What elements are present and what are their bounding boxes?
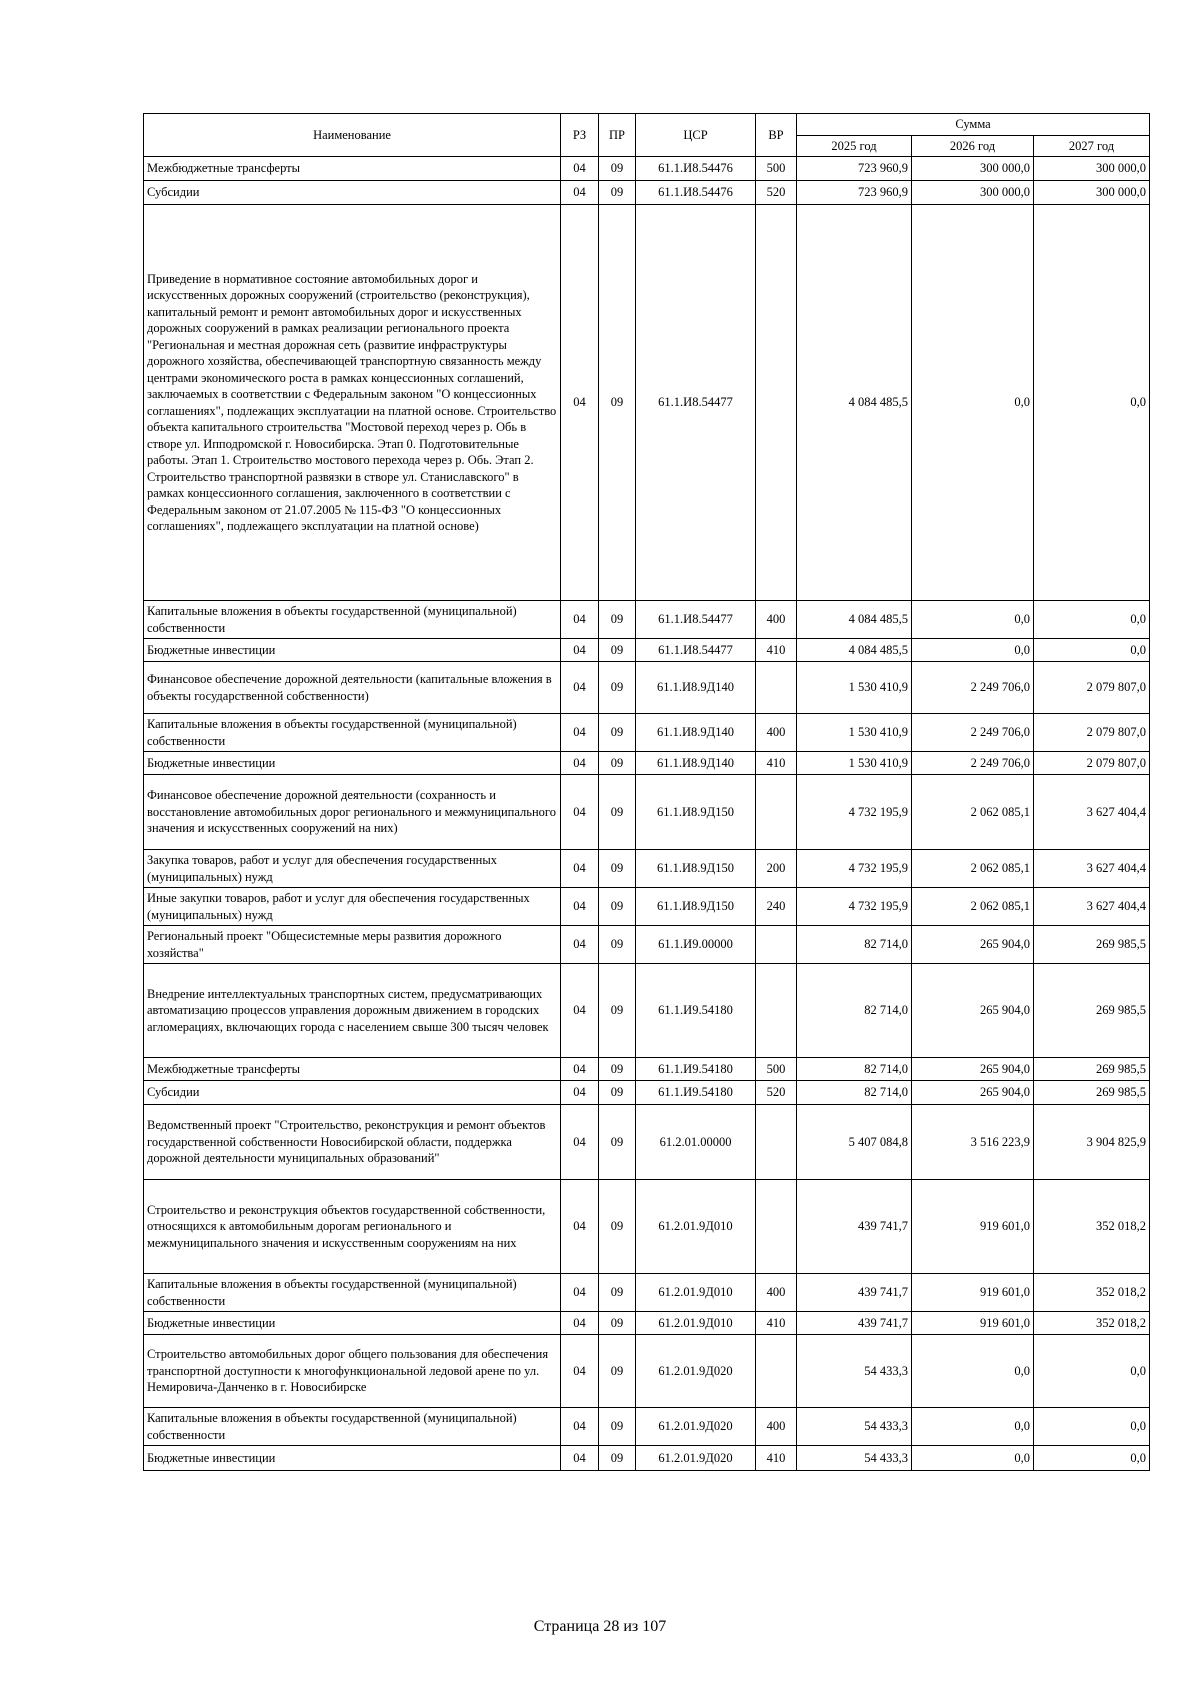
header-2025: 2025 год xyxy=(797,135,912,157)
cell-rz: 04 xyxy=(561,1180,599,1274)
cell-2025: 54 433,3 xyxy=(797,1408,912,1446)
cell-2025: 439 741,7 xyxy=(797,1180,912,1274)
cell-2027: 0,0 xyxy=(1034,205,1150,601)
cell-2026: 2 249 706,0 xyxy=(912,752,1034,775)
cell-2027: 269 985,5 xyxy=(1034,1081,1150,1105)
cell-name: Субсидии xyxy=(144,181,561,205)
cell-csr: 61.1.И8.9Д150 xyxy=(636,850,756,888)
cell-csr: 61.2.01.9Д010 xyxy=(636,1312,756,1335)
cell-2025: 1 530 410,9 xyxy=(797,752,912,775)
cell-csr: 61.1.И8.54477 xyxy=(636,205,756,601)
cell-rz: 04 xyxy=(561,1105,599,1180)
cell-name: Бюджетные инвестиции xyxy=(144,639,561,662)
cell-vr: 410 xyxy=(756,752,797,775)
cell-2025: 4 732 195,9 xyxy=(797,850,912,888)
cell-name: Ведомственный проект "Строительство, реконструкция и ремонт объектов государственной собственности Новосибирской области, поддержка дорожной деятельности муниципальных образований" xyxy=(144,1105,561,1180)
table-row xyxy=(144,639,1150,662)
table-row xyxy=(144,1408,1150,1446)
cell-2025: 1 530 410,9 xyxy=(797,714,912,752)
cell-rz: 04 xyxy=(561,888,599,926)
cell-2025: 723 960,9 xyxy=(797,181,912,205)
cell-pr: 09 xyxy=(599,1335,636,1408)
table-row xyxy=(144,775,1150,850)
cell-rz: 04 xyxy=(561,1081,599,1105)
cell-2027: 0,0 xyxy=(1034,1446,1150,1471)
cell-pr: 09 xyxy=(599,1446,636,1471)
cell-vr xyxy=(756,1180,797,1274)
table-row xyxy=(144,1274,1150,1312)
cell-rz: 04 xyxy=(561,601,599,639)
cell-name: Межбюджетные трансферты xyxy=(144,1058,561,1081)
header-csr: ЦСР xyxy=(636,114,756,157)
cell-name: Внедрение интеллектуальных транспортных систем, предусматривающих автоматизацию процессов управления дорожным движением в городских агломерациях, включающих города с населением свыше 300 тысяч человек xyxy=(144,964,561,1058)
cell-2026: 0,0 xyxy=(912,205,1034,601)
cell-vr xyxy=(756,964,797,1058)
cell-name: Бюджетные инвестиции xyxy=(144,1446,561,1471)
cell-vr xyxy=(756,205,797,601)
cell-pr: 09 xyxy=(599,662,636,714)
cell-2025: 1 530 410,9 xyxy=(797,662,912,714)
cell-pr: 09 xyxy=(599,1408,636,1446)
cell-2026: 265 904,0 xyxy=(912,926,1034,964)
cell-name: Строительство автомобильных дорог общего пользования для обеспечения транспортной доступности к многофункциональной ледовой арене по ул. Немировича-Данченко в г. Новосибирске xyxy=(144,1335,561,1408)
cell-rz: 04 xyxy=(561,1058,599,1081)
cell-vr: 400 xyxy=(756,1408,797,1446)
cell-2027: 2 079 807,0 xyxy=(1034,752,1150,775)
cell-csr: 61.1.И8.9Д140 xyxy=(636,752,756,775)
table-row xyxy=(144,181,1150,205)
cell-name: Иные закупки товаров, работ и услуг для обеспечения государственных (муниципальных) нужд xyxy=(144,888,561,926)
cell-pr: 09 xyxy=(599,850,636,888)
cell-pr: 09 xyxy=(599,1312,636,1335)
table-row xyxy=(144,1081,1150,1105)
cell-2026: 2 249 706,0 xyxy=(912,662,1034,714)
cell-pr: 09 xyxy=(599,775,636,850)
cell-2026: 2 062 085,1 xyxy=(912,850,1034,888)
cell-2026: 300 000,0 xyxy=(912,157,1034,181)
cell-csr: 61.1.И8.54476 xyxy=(636,157,756,181)
cell-2027: 0,0 xyxy=(1034,601,1150,639)
header-pr: ПР xyxy=(599,114,636,157)
cell-name: Приведение в нормативное состояние автомобильных дорог и искусственных дорожных сооружений (строительство (реконструкция), капитальный ремонт и ремонт автомобильных дорог и искусственных дорожных сооружений в рамках реализации регионального проекта "Региональная и местная дорожная сеть (развитие инфраструктуры дорожного хозяйства, обеспечивающей транспортную связанность между центрами экономического роста в рамках концессионных соглашений, заключаемых в соответствии с Федеральным законом "О концессионных соглашениях", подлежащих эксплуатации на платной основе. Строительство объекта капитального строительства "Мостовой переход через р. Обь в створе ул. Ипподромской г. Новосибирска. Этап 0. Подготовительные работы. Этап 1. Строительство мостового перехода через р. Обь. Этап 2. Строительство транспортной развязки в створе ул. Станиславского" в рамках концессионного соглашения, заключенного в соответствии с Федеральным законом от 21.07.2005 № 115-ФЗ "О концессионных соглашениях", подлежащего эксплуатации на платной основе) xyxy=(144,205,561,601)
cell-2026: 0,0 xyxy=(912,1408,1034,1446)
cell-2026: 265 904,0 xyxy=(912,1081,1034,1105)
table-row xyxy=(144,1180,1150,1274)
cell-vr: 410 xyxy=(756,639,797,662)
cell-2027: 269 985,5 xyxy=(1034,1058,1150,1081)
table-row xyxy=(144,888,1150,926)
cell-2027: 0,0 xyxy=(1034,1335,1150,1408)
cell-2025: 54 433,3 xyxy=(797,1335,912,1408)
cell-2025: 4 732 195,9 xyxy=(797,888,912,926)
cell-csr: 61.1.И9.54180 xyxy=(636,1081,756,1105)
cell-csr: 61.1.И9.54180 xyxy=(636,1058,756,1081)
table-row xyxy=(144,157,1150,181)
cell-vr xyxy=(756,926,797,964)
cell-2026: 0,0 xyxy=(912,1335,1034,1408)
cell-vr: 400 xyxy=(756,601,797,639)
cell-name: Финансовое обеспечение дорожной деятельности (сохранность и восстановление автомобильных дорог регионального и межмуниципального значения и искусственных сооружений на них) xyxy=(144,775,561,850)
cell-2026: 2 062 085,1 xyxy=(912,775,1034,850)
cell-name: Бюджетные инвестиции xyxy=(144,1312,561,1335)
cell-name: Капитальные вложения в объекты государственной (муниципальной) собственности xyxy=(144,1408,561,1446)
cell-name: Капитальные вложения в объекты государственной (муниципальной) собственности xyxy=(144,714,561,752)
cell-csr: 61.2.01.9Д020 xyxy=(636,1446,756,1471)
cell-pr: 09 xyxy=(599,157,636,181)
table-row xyxy=(144,1058,1150,1081)
cell-pr: 09 xyxy=(599,714,636,752)
cell-pr: 09 xyxy=(599,639,636,662)
header-name: Наименование xyxy=(144,114,561,157)
cell-name: Закупка товаров, работ и услуг для обеспечения государственных (муниципальных) нужд xyxy=(144,850,561,888)
cell-rz: 04 xyxy=(561,205,599,601)
cell-name: Строительство и реконструкция объектов государственной собственности, относящихся к автомобильным дорогам регионального и межмуниципального значения и искусственным сооружениям на них xyxy=(144,1180,561,1274)
cell-rz: 04 xyxy=(561,1335,599,1408)
cell-name: Капитальные вложения в объекты государственной (муниципальной) собственности xyxy=(144,601,561,639)
cell-2025: 5 407 084,8 xyxy=(797,1105,912,1180)
cell-name: Региональный проект "Общесистемные меры развития дорожного хозяйства" xyxy=(144,926,561,964)
cell-2027: 300 000,0 xyxy=(1034,157,1150,181)
cell-name: Бюджетные инвестиции xyxy=(144,752,561,775)
cell-2027: 0,0 xyxy=(1034,639,1150,662)
table-row xyxy=(144,1335,1150,1408)
cell-pr: 09 xyxy=(599,1081,636,1105)
page-number: Страница 28 из 107 xyxy=(533,1618,667,1635)
cell-2027: 0,0 xyxy=(1034,1408,1150,1446)
cell-name: Финансовое обеспечение дорожной деятельности (капитальные вложения в объекты государственной собственности) xyxy=(144,662,561,714)
cell-csr: 61.1.И8.54476 xyxy=(636,181,756,205)
cell-pr: 09 xyxy=(599,181,636,205)
cell-vr: 500 xyxy=(756,157,797,181)
cell-csr: 61.1.И9.54180 xyxy=(636,964,756,1058)
cell-2025: 82 714,0 xyxy=(797,1058,912,1081)
cell-rz: 04 xyxy=(561,926,599,964)
cell-vr: 410 xyxy=(756,1312,797,1335)
cell-2025: 439 741,7 xyxy=(797,1312,912,1335)
cell-rz: 04 xyxy=(561,1408,599,1446)
table-row xyxy=(144,752,1150,775)
cell-2026: 265 904,0 xyxy=(912,964,1034,1058)
cell-pr: 09 xyxy=(599,1058,636,1081)
cell-2026: 919 601,0 xyxy=(912,1312,1034,1335)
cell-csr: 61.1.И8.9Д150 xyxy=(636,775,756,850)
cell-2027: 269 985,5 xyxy=(1034,964,1150,1058)
cell-vr: 400 xyxy=(756,1274,797,1312)
cell-2026: 0,0 xyxy=(912,639,1034,662)
table-row xyxy=(144,964,1150,1058)
cell-name: Капитальные вложения в объекты государственной (муниципальной) собственности xyxy=(144,1274,561,1312)
cell-pr: 09 xyxy=(599,1105,636,1180)
cell-vr: 240 xyxy=(756,888,797,926)
budget-table xyxy=(143,113,1150,1471)
cell-2025: 723 960,9 xyxy=(797,157,912,181)
cell-rz: 04 xyxy=(561,639,599,662)
cell-csr: 61.1.И8.9Д150 xyxy=(636,888,756,926)
header-2027: 2027 год xyxy=(1034,135,1150,157)
cell-vr xyxy=(756,1105,797,1180)
cell-rz: 04 xyxy=(561,775,599,850)
cell-vr: 520 xyxy=(756,1081,797,1105)
cell-csr: 61.2.01.00000 xyxy=(636,1105,756,1180)
cell-csr: 61.1.И8.54477 xyxy=(636,601,756,639)
cell-2027: 352 018,2 xyxy=(1034,1274,1150,1312)
cell-pr: 09 xyxy=(599,926,636,964)
cell-2025: 4 084 485,5 xyxy=(797,205,912,601)
cell-2027: 3 627 404,4 xyxy=(1034,888,1150,926)
table-body xyxy=(144,157,1150,1471)
cell-2025: 54 433,3 xyxy=(797,1446,912,1471)
cell-2026: 3 516 223,9 xyxy=(912,1105,1034,1180)
cell-rz: 04 xyxy=(561,181,599,205)
table-row xyxy=(144,601,1150,639)
cell-rz: 04 xyxy=(561,1312,599,1335)
cell-2025: 439 741,7 xyxy=(797,1274,912,1312)
cell-2027: 352 018,2 xyxy=(1034,1312,1150,1335)
cell-rz: 04 xyxy=(561,157,599,181)
cell-pr: 09 xyxy=(599,1274,636,1312)
cell-2025: 82 714,0 xyxy=(797,964,912,1058)
cell-csr: 61.2.01.9Д010 xyxy=(636,1274,756,1312)
cell-rz: 04 xyxy=(561,662,599,714)
cell-vr: 200 xyxy=(756,850,797,888)
cell-csr: 61.2.01.9Д020 xyxy=(636,1335,756,1408)
table-row xyxy=(144,1446,1150,1471)
cell-2025: 4 084 485,5 xyxy=(797,601,912,639)
cell-name: Субсидии xyxy=(144,1081,561,1105)
cell-2027: 3 627 404,4 xyxy=(1034,850,1150,888)
cell-csr: 61.1.И8.9Д140 xyxy=(636,662,756,714)
cell-vr xyxy=(756,775,797,850)
table-row xyxy=(144,926,1150,964)
cell-2026: 0,0 xyxy=(912,601,1034,639)
cell-vr: 520 xyxy=(756,181,797,205)
cell-vr: 500 xyxy=(756,1058,797,1081)
cell-rz: 04 xyxy=(561,1446,599,1471)
cell-vr: 400 xyxy=(756,714,797,752)
cell-2027: 269 985,5 xyxy=(1034,926,1150,964)
cell-csr: 61.1.И8.54477 xyxy=(636,639,756,662)
table-row xyxy=(144,850,1150,888)
table-row xyxy=(144,662,1150,714)
table-row xyxy=(144,1105,1150,1180)
cell-2027: 3 904 825,9 xyxy=(1034,1105,1150,1180)
cell-name: Межбюджетные трансферты xyxy=(144,157,561,181)
cell-2027: 300 000,0 xyxy=(1034,181,1150,205)
cell-pr: 09 xyxy=(599,964,636,1058)
cell-pr: 09 xyxy=(599,1180,636,1274)
table-row xyxy=(144,1312,1150,1335)
cell-2026: 265 904,0 xyxy=(912,1058,1034,1081)
cell-2026: 0,0 xyxy=(912,1446,1034,1471)
cell-vr: 410 xyxy=(756,1446,797,1471)
cell-2026: 300 000,0 xyxy=(912,181,1034,205)
cell-pr: 09 xyxy=(599,888,636,926)
cell-2025: 82 714,0 xyxy=(797,1081,912,1105)
table-row xyxy=(144,714,1150,752)
cell-rz: 04 xyxy=(561,752,599,775)
cell-rz: 04 xyxy=(561,1274,599,1312)
cell-pr: 09 xyxy=(599,601,636,639)
cell-rz: 04 xyxy=(561,714,599,752)
cell-2027: 3 627 404,4 xyxy=(1034,775,1150,850)
cell-2027: 352 018,2 xyxy=(1034,1180,1150,1274)
cell-2025: 4 732 195,9 xyxy=(797,775,912,850)
cell-rz: 04 xyxy=(561,964,599,1058)
cell-csr: 61.2.01.9Д010 xyxy=(636,1180,756,1274)
cell-pr: 09 xyxy=(599,752,636,775)
cell-2027: 2 079 807,0 xyxy=(1034,714,1150,752)
cell-2025: 4 084 485,5 xyxy=(797,639,912,662)
table-row xyxy=(144,205,1150,601)
cell-2026: 2 062 085,1 xyxy=(912,888,1034,926)
header-vr: ВР xyxy=(756,114,797,157)
header-rz: РЗ xyxy=(561,114,599,157)
cell-csr: 61.1.И9.00000 xyxy=(636,926,756,964)
cell-2026: 919 601,0 xyxy=(912,1180,1034,1274)
cell-pr: 09 xyxy=(599,205,636,601)
cell-2027: 2 079 807,0 xyxy=(1034,662,1150,714)
header-2026: 2026 год xyxy=(912,135,1034,157)
table-header xyxy=(144,114,1150,157)
cell-2025: 82 714,0 xyxy=(797,926,912,964)
header-sum: Сумма xyxy=(797,114,1150,136)
cell-2026: 919 601,0 xyxy=(912,1274,1034,1312)
cell-csr: 61.2.01.9Д020 xyxy=(636,1408,756,1446)
cell-2026: 2 249 706,0 xyxy=(912,714,1034,752)
cell-csr: 61.1.И8.9Д140 xyxy=(636,714,756,752)
cell-vr xyxy=(756,662,797,714)
cell-vr xyxy=(756,1335,797,1408)
cell-rz: 04 xyxy=(561,850,599,888)
